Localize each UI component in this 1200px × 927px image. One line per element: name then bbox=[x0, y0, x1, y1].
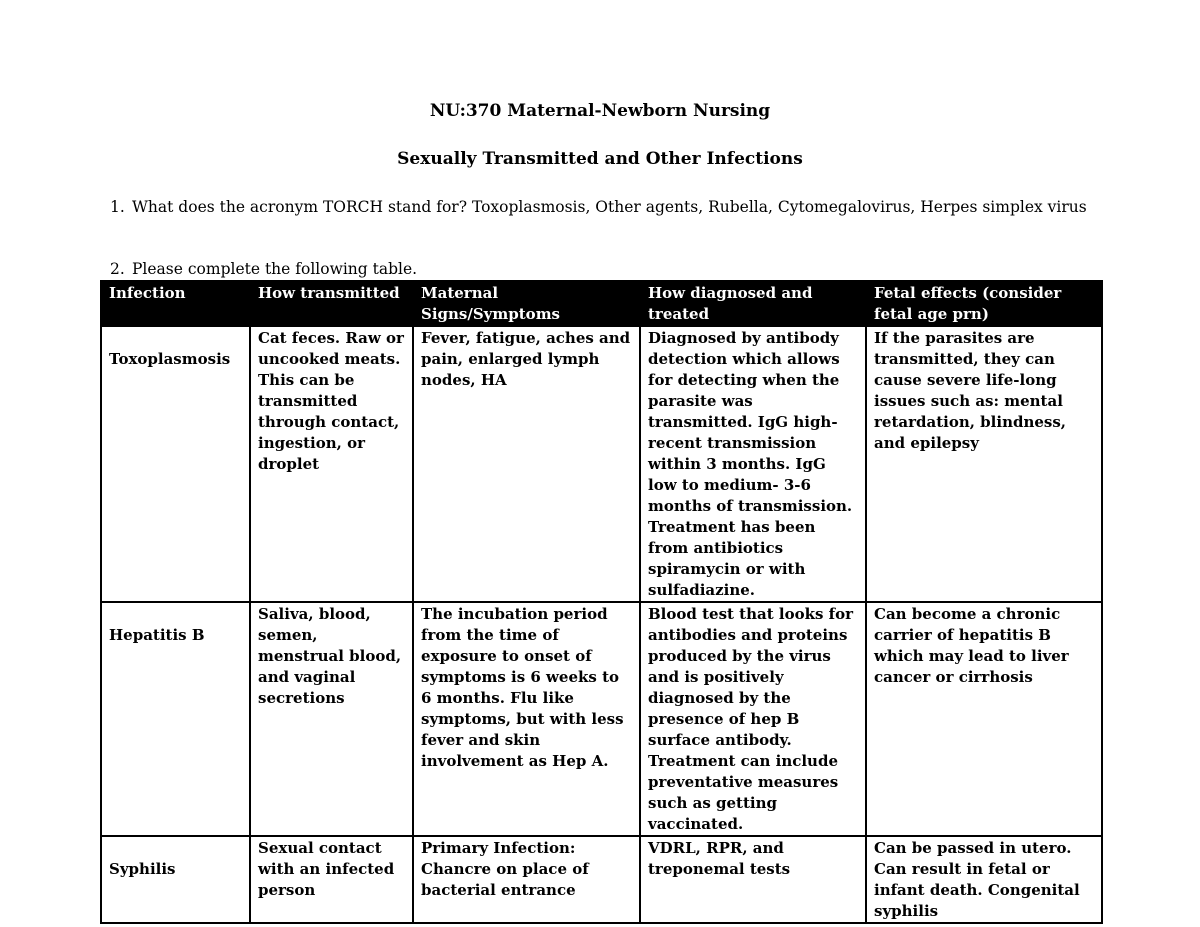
table-row bbox=[101, 326, 1102, 602]
infection-table bbox=[100, 280, 1103, 924]
cell-diagnosed: VDRL, RPR, and treponemal tests bbox=[640, 836, 866, 923]
cell-infection: Syphilis bbox=[101, 836, 250, 923]
column-header-symptoms: Maternal Signs/Symptoms bbox=[413, 281, 640, 326]
cell-transmitted: Cat feces. Raw or uncooked meats. This can be transmitted through contact, ingestion, or droplet bbox=[250, 326, 413, 602]
course-title: NU:370 Maternal-Newborn Nursing bbox=[429, 101, 771, 121]
table-row bbox=[101, 836, 1102, 923]
cell-diagnosed: Blood test that looks for antibodies and proteins produced by the virus and is positively diagnosed by the presence of hep B surface antibody. Treatment can include preventative measures such as getting vaccinated. bbox=[640, 602, 866, 836]
cell-symptoms: Primary Infection: Chancre on place of bacterial entrance bbox=[413, 836, 640, 923]
cell-infection: Hepatitis B bbox=[101, 602, 250, 836]
cell-transmitted: Sexual contact with an infected person bbox=[250, 836, 413, 923]
column-header-transmitted: How transmitted bbox=[250, 281, 413, 326]
question-2 bbox=[110, 260, 417, 278]
cell-transmitted: Saliva, blood, semen, menstrual blood, and vaginal secretions bbox=[250, 602, 413, 836]
column-header-infection: Infection bbox=[101, 281, 250, 326]
question-number: 2. bbox=[110, 260, 125, 278]
question-number: 1. bbox=[110, 198, 125, 216]
column-header-diagnosed: How diagnosed and treated bbox=[640, 281, 866, 326]
cell-infection: Toxoplasmosis bbox=[101, 326, 250, 602]
question-text: What does the acronym TORCH stand for? Toxoplasmosis, Other agents, Rubella, Cytomegalovirus, Herpes simplex virus bbox=[132, 198, 1087, 216]
document-subtitle: Sexually Transmitted and Other Infections bbox=[397, 149, 803, 169]
table-row bbox=[101, 602, 1102, 836]
cell-diagnosed: Diagnosed by antibody detection which allows for detecting when the parasite was transmitted. IgG high- recent transmission within 3 months. IgG low to medium- 3-6 months of transmission. Treatment has been from antibiotics spiramycin or with sulfadiazine. bbox=[640, 326, 866, 602]
column-header-fetal-effects: Fetal effects (consider fetal age prn) bbox=[866, 281, 1102, 326]
cell-fetal-effects: Can be passed in utero. Can result in fetal or infant death. Congenital syphilis bbox=[866, 836, 1102, 923]
table-header-row bbox=[101, 281, 1102, 326]
cell-fetal-effects: Can become a chronic carrier of hepatitis B which may lead to liver cancer or cirrhosis bbox=[866, 602, 1102, 836]
cell-fetal-effects: If the parasites are transmitted, they can cause severe life-long issues such as: mental retardation, blindness, and epilepsy bbox=[866, 326, 1102, 602]
question-text: Please complete the following table. bbox=[132, 260, 418, 278]
question-1 bbox=[110, 198, 1087, 216]
cell-symptoms: Fever, fatigue, aches and pain, enlarged lymph nodes, HA bbox=[413, 326, 640, 602]
cell-symptoms: The incubation period from the time of exposure to onset of symptoms is 6 weeks to 6 months. Flu like symptoms, but with less fever and skin involvement as Hep A. bbox=[413, 602, 640, 836]
